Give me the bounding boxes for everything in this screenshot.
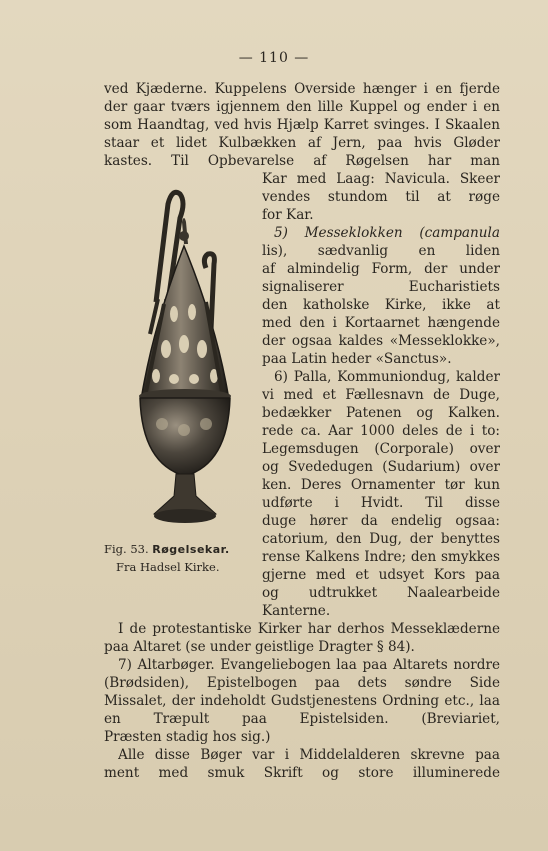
text-line: lis), sædvanlig en liden: [262, 243, 500, 259]
text-line: staar et lidet Kulbækken af Jern, paa hvis Gløder: [104, 135, 500, 151]
text-line: gjerne med et udsyet Kors paa: [262, 567, 500, 583]
text-line: Præsten stadig hos sig.): [104, 729, 271, 745]
figure-source: Fra Hadsel Kirke.: [116, 560, 220, 574]
text-line: der ogsaa kaldes «Messeklokke»,: [262, 333, 500, 349]
text-line: og udtrukket Naalearbeide: [262, 585, 500, 601]
text-line: med den i Kortaarnet hængende: [262, 315, 500, 331]
censer-illustration: [128, 184, 238, 532]
text-line: ved Kjæderne. Kuppelens Overside hænger i en fjerde: [104, 81, 500, 97]
text-line: Alle disse Bøger var i Middelalderen skrevne paa: [118, 747, 500, 763]
figure-caption: [104, 541, 230, 558]
text-line: ken. Deres Ornamenter tør kun: [262, 477, 500, 493]
text-line: Kar med Laag: Navicula. Skeer: [262, 171, 500, 187]
text-line: kastes. Til Opbevarelse af Røgelsen har man: [104, 153, 500, 169]
text-line: Legemsdugen (Corporale) over: [262, 441, 500, 457]
figure-number: Fig. 53.: [104, 542, 149, 556]
text-line: catorium, den Dug, der benyttes: [262, 531, 500, 547]
text-line: paa Latin heder «Sanctus».: [262, 351, 452, 367]
text-line: rense Kalkens Indre; den smykkes: [262, 549, 500, 565]
text-line: vi med et Fællesnavn de Duge,: [262, 387, 500, 403]
text-line: af almindelig Form, der under: [262, 261, 500, 277]
text-line: den katholske Kirke, ikke at: [262, 297, 500, 313]
text-line: duge hører da endelig ogsaa:: [262, 513, 500, 529]
text-line: bedækker Patenen og Kalken.: [262, 405, 500, 421]
text-line: (Brødsiden), Epistelbogen paa dets søndre Side: [104, 675, 500, 691]
text-line: udførte i Hvidt. Til disse: [262, 495, 500, 511]
text-line: I de protestantiske Kirker har derhos Messeklæderne: [118, 621, 500, 637]
text-line: paa Altaret (se under geistlige Dragter § 84).: [104, 639, 415, 655]
text-line: som Haandtag, ved hvis Hjælp Karret svinges. I Skaalen: [104, 117, 500, 133]
text-line: en Træpult paa Epistelsiden. (Breviariet,: [104, 711, 500, 727]
text-line: signaliserer Eucharistiets: [262, 279, 500, 295]
text-line: 6) Palla, Kommuniondug, kalder: [274, 369, 500, 385]
text-line: rede ca. Aar 1000 deles de i to:: [262, 423, 500, 439]
page-number: — 110 —: [238, 50, 310, 66]
text-line: Kanterne.: [262, 603, 331, 619]
text-line: Missalet, der indeholdt Gudstjenestens Ordning etc., laa: [104, 693, 500, 709]
text-line: og Svededugen (Sudarium) over: [262, 459, 500, 475]
text-line: ment med smuk Skrift og store illuminerede: [104, 765, 500, 781]
text-line: 5) Messeklokken (campanula: [274, 225, 500, 241]
text-line: vendes stundom til at røge: [262, 189, 500, 205]
text-line: 7) Altarbøger. Evangeliebogen laa paa Altarets nordre: [118, 657, 500, 673]
figure-title: Røgelsekar.: [152, 543, 230, 556]
text-line: der gaar tværs igjennem den lille Kuppel og ender i en: [104, 99, 500, 115]
text-line: for Kar.: [262, 207, 314, 223]
